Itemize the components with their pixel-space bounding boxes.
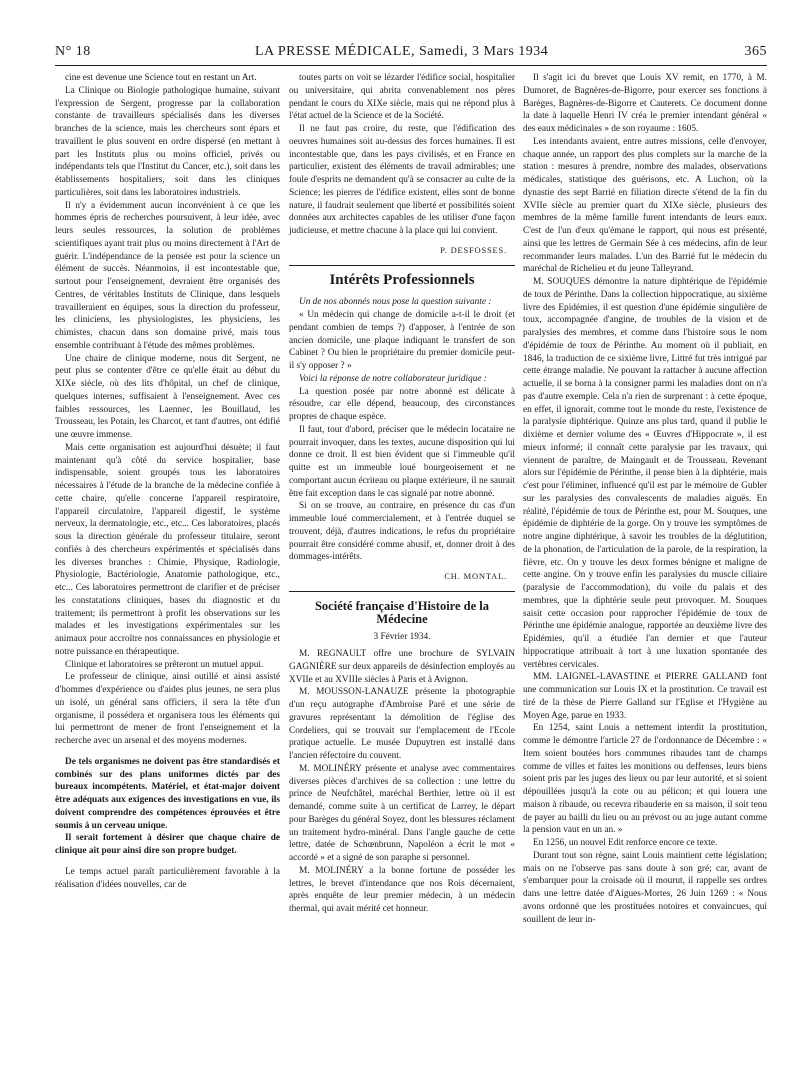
paragraph: Durant tout son règne, saint Louis maintient cette législation; mais on ne l'observe pas sans doute à son gré; car, avant de s'embarquer pour la croisade où il mourut, il rappelle ses ordres dans une lettre datée d'Aigues-Mortes, 26 Juin 1269 : « Nous avons ordonné que les prostituées notoires et convaincues, qui souillent de leur in- — [523, 850, 767, 925]
column-3 — [523, 72, 767, 926]
paragraph: Il faut, tout d'abord, préciser que le médecin locataire ne pourrait invoquer, dans les textes, aucune disposition qui lui donne ce droit. Il est bien évident que si l'immeuble qu'il quitte est un immeuble loué bourgeoisement et ne comportant aucun écriteau ou plaque extérieure, il ne saurait être fait exception dans le cas signalé par notre abonné. — [289, 424, 515, 499]
paragraph: Clinique et laboratoires se prêteront un mutuel appui. — [65, 659, 264, 670]
paragraph: Voici la réponse de notre collaborateur juridique : — [299, 373, 487, 384]
paragraph: La question posée par notre abonné est délicate à résoudre, car elle dépend, beaucoup, des circonstances propres de chaque espèce. — [289, 386, 515, 422]
paragraph: Il ne faut pas croire, du reste, que l'édification des oeuvres humaines soit au-dessus des forces humaines. Il est incontestable que, dans les pays civilisés, et en France en particulier, existent des éléments de travail admirables; une foule d'esprits ne demandent qu'à se consacrer au culte de la Science; les pierres de l'édifice existent, elles sont de bonne nature, il faudrait seulement que liberté et possibilités soient données aux architectes capables de les utiliser d'une façon judicieuse, et mettre chacune à la place qui lui convient. — [289, 124, 515, 236]
column-1 — [55, 72, 280, 891]
signature: CH. MONTAL. — [444, 571, 507, 581]
paragraph: M. MOUSSON-LANAUZE présente la photographie d'un reçu autographe d'Ambroise Paré et une série de gravures représentant la démolition de l'église des Cordeliers, qui se trouvait sur l'emplacement de l'Ecole pratique actuelle. Le musée Dupuytren est installé dans l'ancien réfectoire du couvent. — [289, 687, 515, 761]
paragraph: M. MOLINÉRY a la bonne fortune de posséder les lettres, le brevet d'intendance que nos Rois décernaient, après enquête de leur premier médecin, à un médecin thermal, qui avait mérité cet honneur. — [289, 865, 515, 914]
paragraph: « Un médecin qui change de domicile a-t-il le droit (et pendant combien de temps ?) d'apposer, à l'entrée de son ancien domicile, une plaque indiquant le transfert de son Cabinet ? Ou bien le propriétaire du premier domicile peut-il s'y opposer ? » — [289, 310, 515, 371]
paragraph: Une chaire de clinique moderne, nous dit Sergent, ne peut plus se contenter d'être ce qu'elle était au début du XIXe siècle, où des lits d'hôpital, un chef de clinique, quelques internes, suffisaient à l'enseignement. Avec ces faibles ressources, les Laennec, les Bouillaud, les Trousseau, les Potain, les Charcot, et tant d'autres, ont édifié une œuvre immense. — [55, 353, 280, 440]
column-2 — [289, 72, 515, 916]
paragraph: M. REGNAULT offre une brochure de SYLVAIN GAGNIÈRE sur deux appareils de désinfection employés au XVIIe et au XVIIIe siècles à Paris et à Avignon. — [289, 649, 515, 685]
paragraph: M. MOLINÉRY présente et analyse avec commentaires diverses pièces d'archives de sa collection : une lettre du prince de Neufchâtel, maréchal Berthier, lettre où il est demandé, comme suite à un certificat de Larrey, le départ pour Barèges du général Soyez, dont les blessures réclament un traitement hydro-minéral. Dans l'angle gauche de cette lettre, datée de Schœnbrunn, Napoléon a écrit le mot « accordé » et a signé de son paraphe si personnel. — [289, 763, 515, 863]
signature: P. DESFOSSES. — [440, 244, 507, 255]
paragraph: La Clinique ou Biologie pathologique humaine, suivant l'expression de Sergent, progresse par la collaboration constante de travailleurs spécialisés dans les diverses branches de la science, mais les chercheurs sont épars et travaillent le plus souvent en ordre dispersé (en mettant à part les Instituts plus ou moins officiel, privés ou indépendants tels que l'Institut du Cancer, etc.), soit dans les établissements hospitaliers, soit dans les cliniques particulières, soit dans les laboratoires industriels. — [55, 85, 280, 198]
paragraph: En 1254, saint Louis a nettement interdit la prostitution, comme le démontre l'article 27 de l'ordonnance de Décembre : « Item soient boutées hors communes ribaudes tant de champs comme de villes et faites les monitions ou deffenses, leurs biens soient pris par les juges des lieux ou par leur autorité, et si soient dépouillées jusqu'à la cote ou au pélicon; et qui louera une maison à ribaude, ou recevra ribauderie en sa maison, il soit tenu de payer au bailli du lieu ou au prévost ou au juge autant comme la pension vaut en un an. » — [523, 723, 767, 836]
page-header — [55, 44, 767, 64]
paragraph: En 1256, un nouvel Edit renforce encore ce texte. — [533, 838, 718, 848]
paragraph: De tels organismes ne doivent pas être standardisés et combinés sur des plans uniformes dictés par des bureaux incompétents. Matériel, et état-major doivent être adéquats aux exigences des investigations en vue, ils doivent comprendre des compétences éprouvées et être soumis à un cerveau unique. — [55, 756, 280, 831]
session-date: 3 Février 1934. — [373, 632, 431, 643]
paragraph: toutes parts on voit se lézarder l'édifice social, hospitalier ou universitaire, qui abrita convenablement nos pères pendant le cours du XIXe siècle, mais qui ne répond plus à l'état actuel de la Science et de la Société. — [289, 73, 515, 122]
section-title: Intérêts Professionnels — [329, 271, 475, 288]
paragraph: MM. LAIGNEL-LAVASTINE et PIERRE GALLAND font une communication sur Louis IX et la prostitution. Ce travail est tiré de la thèse de Pierre Galland sur l'Eglise et l'Hygiène au Moyen Age, parue en 1933. — [523, 672, 767, 721]
section-title: Société française d'Histoire de la Médecine — [314, 598, 490, 626]
paragraph: M. SOUQUES démontre la nature diphtérique de l'épidémie de toux de Périnthe. Dans la collection hippocratique, au sixième livre des Epidémies, il est question d'une épidémie singulière de toux, accompagnée d'angine, de troubles de la vision et de paralysies des membres, et comme dans l'histoire sous le nom d'épidémie de toux de Périnthe. Au moment où il publiait, en 1846, la traduction de ce sixième livre, Littré fut très intrigué par cette étrange maladie. Ne pouvant la rattacher à aucune affection actuelle, il se borna à la consigner parmi les maladies dont on n'a pas d'autre exemple. Cela n'a rien de surprenant : à cette époque, en effet, il ignorait, comme tout le monde du reste, l'existence de la paralysie diphtérique. Quinze ans plus tard, quand il publie le dixième et dernier volume des « Œuvres d'Hippocrate », il est mieux informé; il connaît cette paralysie par les travaux, qui viennent de paraître, de Maingault et de Trousseau. Revenant alors sur l'épidémie de Périnthe, il pense bien à la diphtérie, mais c'est pour l'éliminer, influencé qu'il est par le mémoire de Gubler sur les paralysies des convalescents de maladies aiguës. En réalité, l'épidémie de toux de Périnthe est, pour M. Souques, une épidémie de diphtérie de la gorge. On y trouve les symptômes de notre angine diphtérique, à savoir les troubles de la déglutition, de la phonation, de l'articulation de la parole, de la respiration, la fièvre, etc. On y trouve les deux formes bénigne et maligne de cette angine. On y trouve enfin les paralysies du muscle ciliaire (paralysie de l'accommodation), du voile du palais et des membres, que la diphtérie seule peut provoquer. M. Souques saisit cette occasion pour rapprocher l'épidémie de toux de Périnthe une épidémie analogue, rapportée au deuxième livre des Epidémies, qu'il a étudiée l'an dernier et que l'auteur hippocratique attribuait à tort à une luxation spontanée des vertèbres cervicales. — [523, 277, 767, 670]
paragraph: cine est devenue une Science tout en restant un Art. — [65, 73, 257, 83]
paragraph: Il serait fortement à désirer que chaque chaire de clinique ait pour ainsi dire son propre budget. — [55, 833, 280, 856]
paragraph: Il n'y a évidemment aucun inconvénient à ce que les hommes épris de recherches poursuivent, à leur idée, avec leurs seules ressources, la solution de problèmes scientifiques ayant trait plus ou moins directement à l'Art de guérir. L'indépendance de la pensée est pour la science un élément de succès. Néanmoins, il est incontestable que, surtout pour l'enseignement, devraient être organisés des Centres, de véritables Instituts de Clinique, dans lesquels travailleraient en équipes, sous la direction du professeur, les cliniciens, les physiologistes, les physiciens, les chimistes, chacun dans son domaine privé, mais tous ensemble contribuant à l'étude des mêmes problèmes. — [55, 200, 280, 351]
section-divider — [289, 265, 515, 266]
page-number: 365 — [744, 44, 767, 59]
journal-title: LA PRESSE MÉDICALE, Samedi, 3 Mars 1934 — [255, 44, 549, 59]
paragraph: Mais cette organisation est aujourd'hui désuète; il faut maintenant qu'à côté du service hospitalier, base indispensable, soient groupés tous les laboratoires nécessaires à l'étude de la branche de la médecine confiée à cette chaire, qu'elle concerne l'appareil respiratoire, l'appareil circulatoire, l'appareil digestif, le système nerveux, la dermatologie, etc., etc... Ces laboratoires, placés sous la direction générale du professeur titulaire, seront confiés à des chercheurs expérimentés et spécialisés dans les diverses branches : Chimie, Physique, Radiologie, Physiologie, Bactériologie, Anatomie pathologique, etc., etc... Ces laboratoires permettront de clarifier et de préciser les constatations cliniques, bases du diagnostic et du traitement; ils permettront à profit les observations sur les malades et les investigations expérimentales sur les animaux pour accroître nos connaissances en physiologie et notre puissance en thérapeutique. — [55, 442, 280, 657]
paragraph: Le professeur de clinique, ainsi outillé et ainsi assisté d'hommes d'expérience ou d'aides plus jeunes, ne sera plus un isolé, un général sans officiers, il sera la tête d'un organisme, il possédera et organisera tous les éléments qui lui permettront de mener de front l'enseignement et la recherche avec un arsenal et des moyens modernes. — [55, 672, 280, 746]
paragraph: Un de nos abonnés nous pose la question suivante : — [299, 297, 492, 308]
header-rule — [55, 65, 767, 66]
issue-number: N° 18 — [55, 44, 91, 59]
paragraph: Les intendants avaient, entre autres missions, celle d'envoyer, chaque année, un rapport des plus complets sur la marche de la station : mesures à prendre, nombre des malades, observations médicales, statistique des guérisons, etc. A Luchon, où la dynastie des sept Barrié en filiation directe s'étend de la fin du XVIIe siècle au premier quart du XIXe siècle, plusieurs des membres de la même famille furent intendants de leurs eaux. C'est de l'un d'eux qu'émane le rapport, qui nous est présenté, ainsi que les lettres de Germain Sée à ces médecins, afin de leur recommander leurs malades. L'un des Barrié fut le médecin du maréchal de Richelieu et du jeune Talleyrand. — [523, 136, 767, 275]
paragraph: Si on se trouve, au contraire, en présence du cas d'un immeuble loué commercialement, et à l'entrée duquel se trouvent, déjà, d'autres indications, le refus du propriétaire pourrait être considéré comme abusif, et, donner droit à des dommages-intérêts. — [289, 501, 515, 563]
paragraph: Le temps actuel paraît particulièrement favorable à la réalisation d'idées nouvelles, car de — [55, 866, 280, 890]
section-divider — [289, 591, 515, 592]
paragraph: Il s'agit ici du brevet que Louis XV remit, en 1770, à M. Dumoret, de Bagnères-de-Bigorre, pour exercer ses fonctions à Barèges, Bagnères-de-Bigorre et Cauterets. Ce document donne la date à laquelle Henri IV créa le premier intendant général « des eaux médicinales » de son royaume : 1605. — [523, 73, 767, 134]
